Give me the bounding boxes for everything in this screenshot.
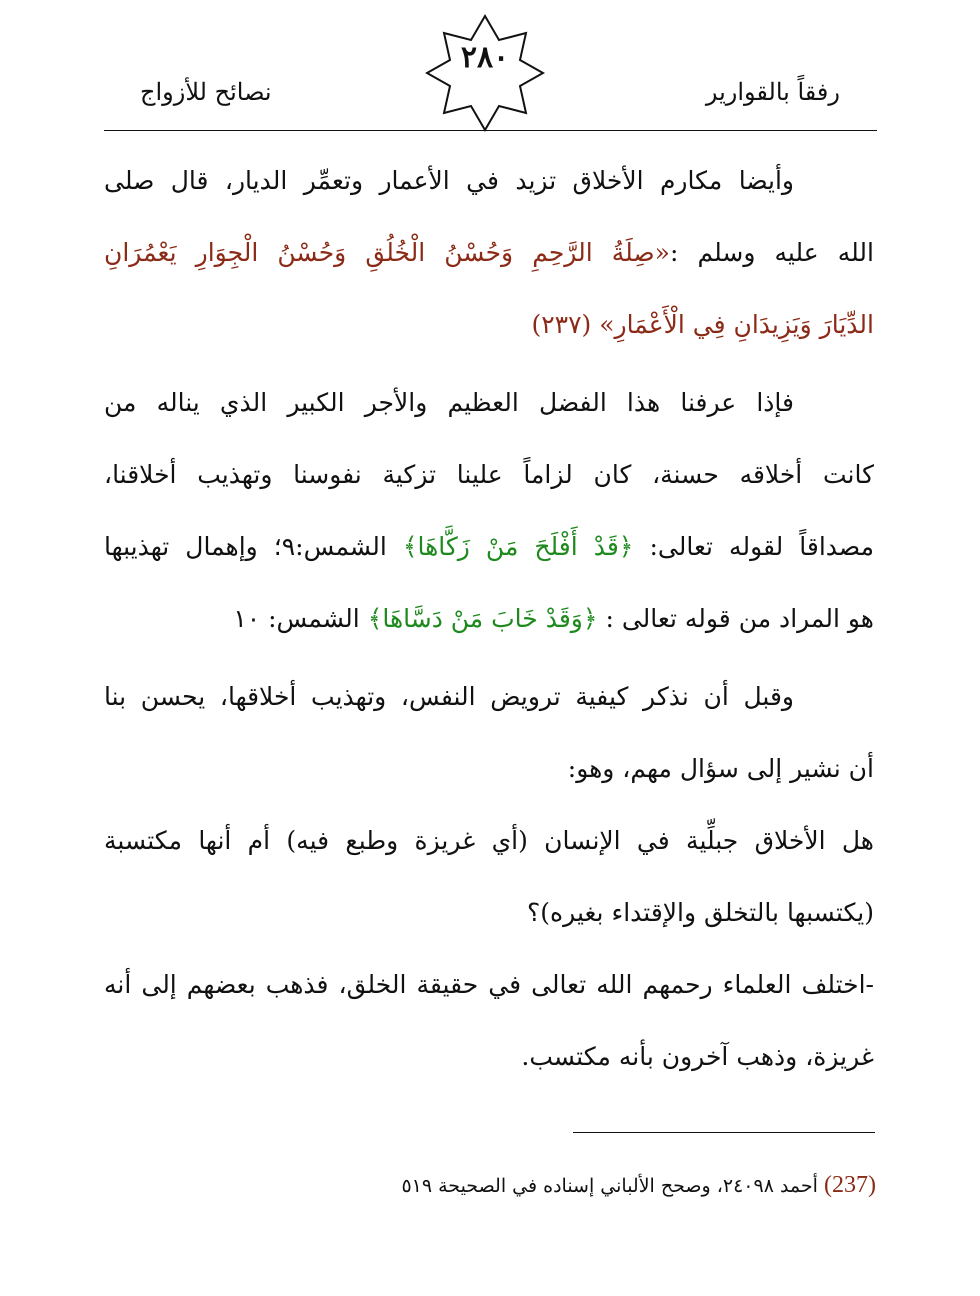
text-line: أن نشير إلى سؤال مهم، وهو: xyxy=(567,754,874,783)
footnote-divider xyxy=(573,1132,875,1133)
text-run: مصداقاً لقوله تعالى: xyxy=(649,532,874,561)
text-line: -اختلف العلماء رحمهم الله تعالى في حقيقة الخلق، فذهب بعضهم إلى أنه xyxy=(104,970,874,999)
footnote xyxy=(106,1172,876,1199)
text-line: (يكتسبها بالتخلق والإقتداء بغيره)؟ xyxy=(527,898,874,927)
text-run: الشمس: ١٠ xyxy=(233,604,360,633)
text-line xyxy=(104,583,874,655)
text-line: كانت أخلاقه حسنة، كان لزاماً علينا تزكية نفوسنا وتهذيب أخلاقنا، xyxy=(104,460,874,489)
header-divider xyxy=(104,130,877,131)
text-line: هل الأخلاق جبلِّية في الإنسان (أي غريزة وطبع فيه) أم أنها مكتسبة xyxy=(104,826,874,855)
text-run: هو المراد من قوله تعالى : xyxy=(605,604,874,633)
chapter-title-header: نصائح للأزواج xyxy=(140,78,272,106)
text-run: الشمس:٩؛ وإهمال تهذيبها xyxy=(104,532,387,561)
text-line: وقبل أن نذكر كيفية ترويض النفس، وتهذيب أخلاقها، يحسن بنا xyxy=(104,682,794,711)
footnote-reference: (٢٣٧) xyxy=(531,310,592,339)
text-line xyxy=(104,511,874,583)
footnote-text: أحمد ٢٤٠٩٨، وصحح الألباني إسناده في الصحيحة ٥١٩ xyxy=(401,1175,818,1197)
book-title-header: رفقاً بالقوارير xyxy=(705,78,840,106)
text-line: فإذا عرفنا هذا الفضل العظيم والأجر الكبير الذي يناله من xyxy=(104,388,794,417)
page-number: ٢٨٠ xyxy=(460,40,510,75)
main-text xyxy=(104,145,874,1093)
footnote-number: (237) xyxy=(824,1172,876,1198)
quran-verse: ﴿وَقَدْ خَابَ مَنْ دَسَّاهَا﴾ xyxy=(367,604,598,633)
text-line xyxy=(104,289,874,361)
hadith-text: «صِلَةُ الرَّحِمِ وَحُسْنُ الْخُلُقِ وَحُسْنُ الْجِوَارِ يَعْمُرَانِ xyxy=(104,238,670,267)
quran-verse: ﴿قَدْ أَفْلَحَ مَنْ زَكَّاهَا﴾ xyxy=(402,532,634,561)
text-run: الله عليه وسلم : xyxy=(669,238,874,267)
text-line: غريزة، وذهب آخرون بأنه مكتسب. xyxy=(521,1042,874,1071)
text-line xyxy=(104,217,874,289)
hadith-text: الدِّيَارَ وَيَزِيدَانِ فِي الْأَعْمَارِ» xyxy=(599,310,874,339)
text-line: وأيضا مكارم الأخلاق تزيد في الأعمار وتعمِّر الديار، قال صلى xyxy=(104,166,794,195)
